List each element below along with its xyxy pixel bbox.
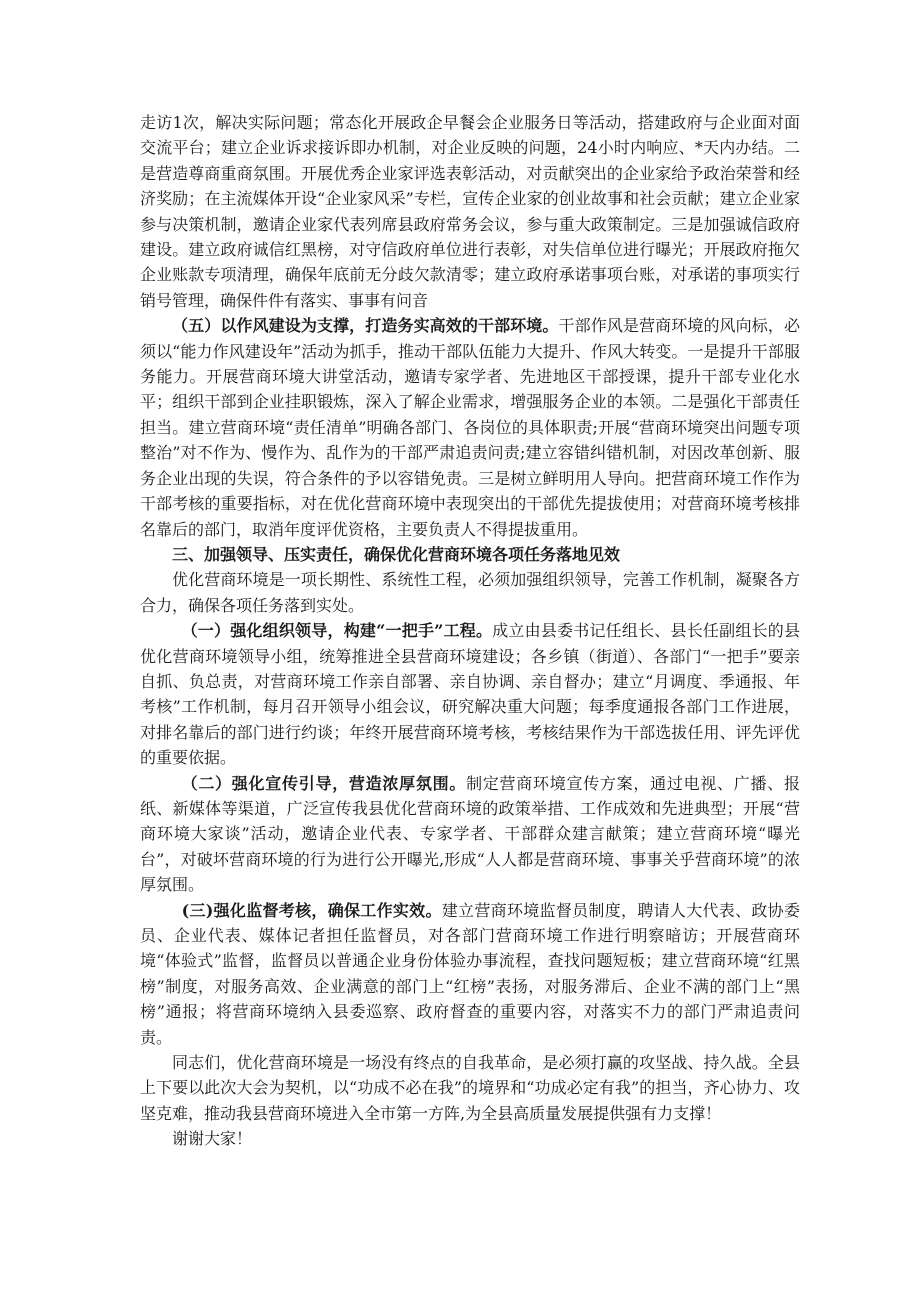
paragraph-supervision bbox=[140, 898, 800, 1050]
document-body bbox=[140, 110, 800, 1152]
paragraph-body: 建立营商环境监督员制度，聘请人大代表、政协委员、企业代表、媒体记者担任监督员，对各部门营商环境工作进行明察暗访；开展营商环境“体验式”监督，监督员以普通企业身份体验办事流程，查找问题短板；建立营商环境“红黑榜”制度，对服务高效、企业满意的部门上“红榜”表扬，对服务滞后、企业不满的部门上“黑榜”通报；将营商环境纳入县委巡察、政府督查的重要内容，对落实不力的部门严肃追责问责。 bbox=[140, 900, 800, 1047]
paragraph-body: 成立由县委书记任组长、县长任副组长的县优化营商环境领导小组，统筹推进全县营商环境建设；各乡镇（街道）、各部门“一把手”要亲自抓、负总责，对营商环境工作亲自部署、亲自协调、亲自督办；建立“月调度、季通报、年考核”工作机制，每月召开领导小组会议，研究解决重大问题；每季度通报各部门工作进展，对排名靠后的部门进行约谈；年终开展营商环境考核，考核结果作为干部选拔任用、评先评优的重要依据。 bbox=[140, 621, 800, 768]
paragraph-publicity bbox=[140, 771, 800, 898]
paragraph-body: 干部作风是营商环境的风向标，必须以“能力作风建设年”活动为抓手，推动干部队伍能力大提升、作风大转变。一是提升干部服务能力。开展营商环境大讲堂活动，邀请专家学者、先进地区干部授课，提升干部专业化水平；组织干部到企业挂职锻炼，深入了解企业需求，增强服务企业的本领。二是强化干部责任担当。建立营商环境“责任清单”明确各部门、各岗位的具体职责;开展“营商环境突出问题专项整治”对不作为、慢作为、乱作为的干部严肃追责问责;建立容错纠错机制，对因改革创新、服务企业出现的失误，符合条件的予以容错免责。三是树立鲜明用人导向。把营商环境工作作为干部考核的重要指标，对在优化营商环境中表现突出的干部优先提拔使用；对营商环境考核排名靠后的部门，取消年度评优资格，主要负责人不得提拔重用。 bbox=[140, 316, 800, 539]
paragraph-continued: 走访1次，解决实际问题；常态化开展政企早餐会企业服务日等活动，搭建政府与企业面对面交流平台；建立企业诉求接诉即办机制，对企业反映的问题，24小时内响应、*天内办结。二是营造尊商重商氛围。开展优秀企业家评选表彰活动，对贡献突出的企业家给予政治荣誉和经济奖励；在主流媒体开设“企业家风采”专栏，宣传企业家的创业故事和社会贡献；建立企业家参与决策机制，邀请企业家代表列席县政府常务会议，参与重大政策制定。三是加强诚信政府建设。建立政府诚信红黑榜，对守信政府单位进行表彰，对失信单位进行曝光；开展政府拖欠企业账款专项清理，确保年底前无分歧欠款清零；建立政府承诺事项台账，对承诺的事项实行销号管理，确保件件有落实、事事有问音 bbox=[140, 113, 800, 310]
subsection-heading-2: （二）强化宣传引导，营造浓厚氛围。 bbox=[181, 773, 467, 793]
paragraph-closing: 同志们，优化营商环境是一场没有终点的自我革命，是必须打赢的攻坚战、持久战。全县上下要以此次大会为契机，以“功成不必在我”的境界和“功成必定有我”的担当，齐心协力、攻坚克难，推动我县营商环境进入全市第一方阵,为全县高质量发展提供强有力支撑！ bbox=[140, 1053, 800, 1123]
paragraph-body: 制定营商环境宣传方案，通过电视、广播、报纸、新媒体等渠道，广泛宣传我县优化营商环境的政策举措、工作成效和先进典型；开展“营商环境大家谈”活动，邀请企业代表、专家学者、干部群众建言献策；建立营商环境“曝光台”，对破坏营商环境的行为进行公开曝光,形成“人人都是营商环境、事事关乎营商环境”的浓厚氛围。 bbox=[140, 773, 800, 895]
subsection-heading-3: (三)强化监督考核，确保工作实效。 bbox=[181, 900, 442, 920]
paragraph-organization bbox=[140, 618, 800, 770]
section-title-3: 三、加强领导、压实责任，确保优化营商环境各项任务落地见效 bbox=[172, 544, 621, 564]
paragraph-thanks: 谢谢大家！ bbox=[172, 1129, 253, 1149]
paragraph-cadre-environment bbox=[140, 313, 800, 542]
subsection-heading-5: （五）以作风建设为支撑，打造务实高效的干部环境。 bbox=[172, 316, 559, 336]
paragraph-intro-leadership: 优化营商环境是一项长期性、系统性工程，必须加强组织领导，完善工作机制，凝聚各方合力，确保各项任务落到实处。 bbox=[140, 570, 800, 615]
subsection-heading-1: （一）强化组织领导，构建“一把手”工程。 bbox=[181, 621, 493, 641]
